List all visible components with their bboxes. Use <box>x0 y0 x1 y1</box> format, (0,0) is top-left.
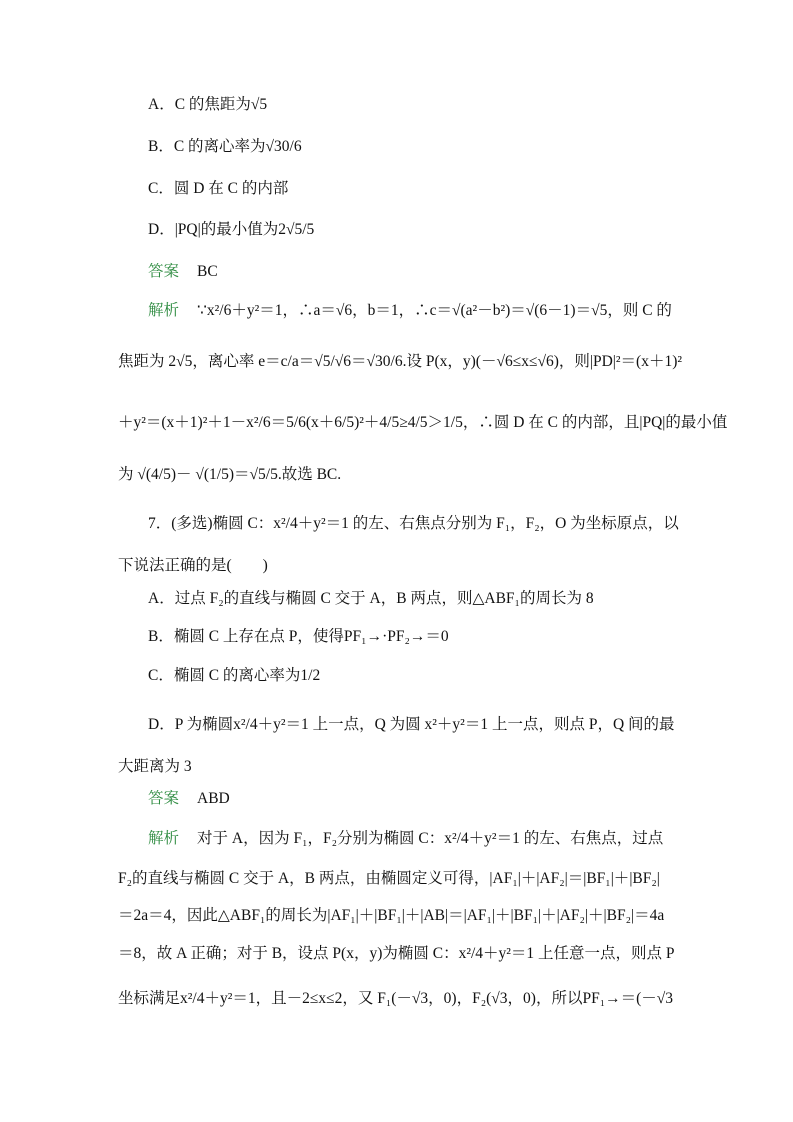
solution-line <box>118 990 673 1009</box>
option-a-line <box>148 96 267 115</box>
option-c-line <box>148 667 320 686</box>
option-b-line <box>148 138 302 157</box>
solution-line <box>118 870 660 889</box>
solution-line <box>148 302 672 321</box>
question-7-line <box>118 557 268 576</box>
answer-label: 答案 <box>148 790 180 807</box>
solution-line <box>118 466 341 485</box>
line-text: F₂的直线与椭圆 C 交于 A，B 两点，由椭圆定义可得，|AF₁|＋|AF₂|＝|BF₁|＋|BF₂| <box>118 870 660 887</box>
line-text: 对于 A，因为 F₁，F₂分别为椭圆 C：x²/4＋y²＝1 的左、右焦点，过点 <box>197 830 664 847</box>
line-text: 大距离为 3 <box>118 758 192 775</box>
line-text: ＝8，故 A 正确；对于 B，设点 P(x，y)为椭圆 C：x²/4＋y²＝1 上任意一点，则点 P <box>118 945 675 962</box>
line-text: C．椭圆 C 的离心率为1/2 <box>148 667 321 684</box>
line-text: B．椭圆 C 上存在点 P，使得PF₁→·PF₂→＝0 <box>148 628 449 645</box>
option-d-line <box>148 221 314 240</box>
solution-line <box>118 353 682 372</box>
solution-line <box>118 414 727 433</box>
line-text: ＝2a＝4，因此△ABF₁的周长为|AF₁|＋|BF₁|＋|AB|＝|AF₁|＋|BF₁|＋|AF₂|＋|BF₂|＝4a <box>118 907 665 924</box>
line-text: A．C 的焦距为√5 <box>148 96 268 113</box>
line-text: 下说法正确的是( ) <box>118 557 268 574</box>
line-text: ＋y²＝(x＋1)²＋1－x²/6＝5/6(x＋6/5)²＋4/5≥4/5＞1/5，∴圆 D 在 C 的内部，且|PQ|的最小值 <box>118 414 728 431</box>
line-text: 焦距为 2√5，离心率 e＝c/a＝√5/√6＝√30/6.设 P(x，y)(－√6≤x≤√6)，则|PD|²＝(x＋1)² <box>118 353 683 370</box>
option-c-line <box>148 180 288 199</box>
solution-line <box>148 830 663 849</box>
solution-line <box>118 945 675 964</box>
solution-label: 解析 <box>148 830 180 847</box>
option-b-line <box>148 628 449 647</box>
line-text: B．C 的离心率为√30/6 <box>148 138 302 155</box>
line-text: D．|PQ|的最小值为2√5/5 <box>148 221 315 238</box>
line-text: 为 √(4/5)－ √(1/5)＝√5/5.故选 BC. <box>118 466 342 483</box>
line-text: D．P 为椭圆x²/4＋y²＝1 上一点，Q 为圆 x²＋y²＝1 上一点，则点 P，Q 间的最 <box>148 716 675 733</box>
answer-label: 答案 <box>148 263 180 280</box>
line-text: C．圆 D 在 C 的内部 <box>148 180 289 197</box>
line-text: 坐标满足x²/4＋y²＝1，且－2≤x≤2，又 F₁(－√3，0)，F₂(√3，0)，所以PF₁→＝(－√3 <box>118 990 674 1007</box>
option-d-line <box>148 716 675 735</box>
line-text: ∵x²/6＋y²＝1，∴a＝√6，b＝1，∴c＝√(a²－b²)＝√(6－1)＝√5，则 C 的 <box>197 302 672 319</box>
answer-value: BC <box>197 263 218 280</box>
answer-line <box>148 790 230 809</box>
question-7-line <box>148 515 679 534</box>
answer-value: ABD <box>197 790 230 807</box>
option-a-line <box>148 590 594 609</box>
answer-line <box>148 263 218 282</box>
solution-label: 解析 <box>148 302 180 319</box>
line-text: A．过点 F₂的直线与椭圆 C 交于 A，B 两点，则△ABF₁的周长为 8 <box>148 590 594 607</box>
solution-line <box>118 907 664 926</box>
line-text: 7．(多选)椭圆 C：x²/4＋y²＝1 的左、右焦点分别为 F₁，F₂，O 为坐标原点，以 <box>148 515 679 532</box>
option-d-line <box>118 758 192 777</box>
